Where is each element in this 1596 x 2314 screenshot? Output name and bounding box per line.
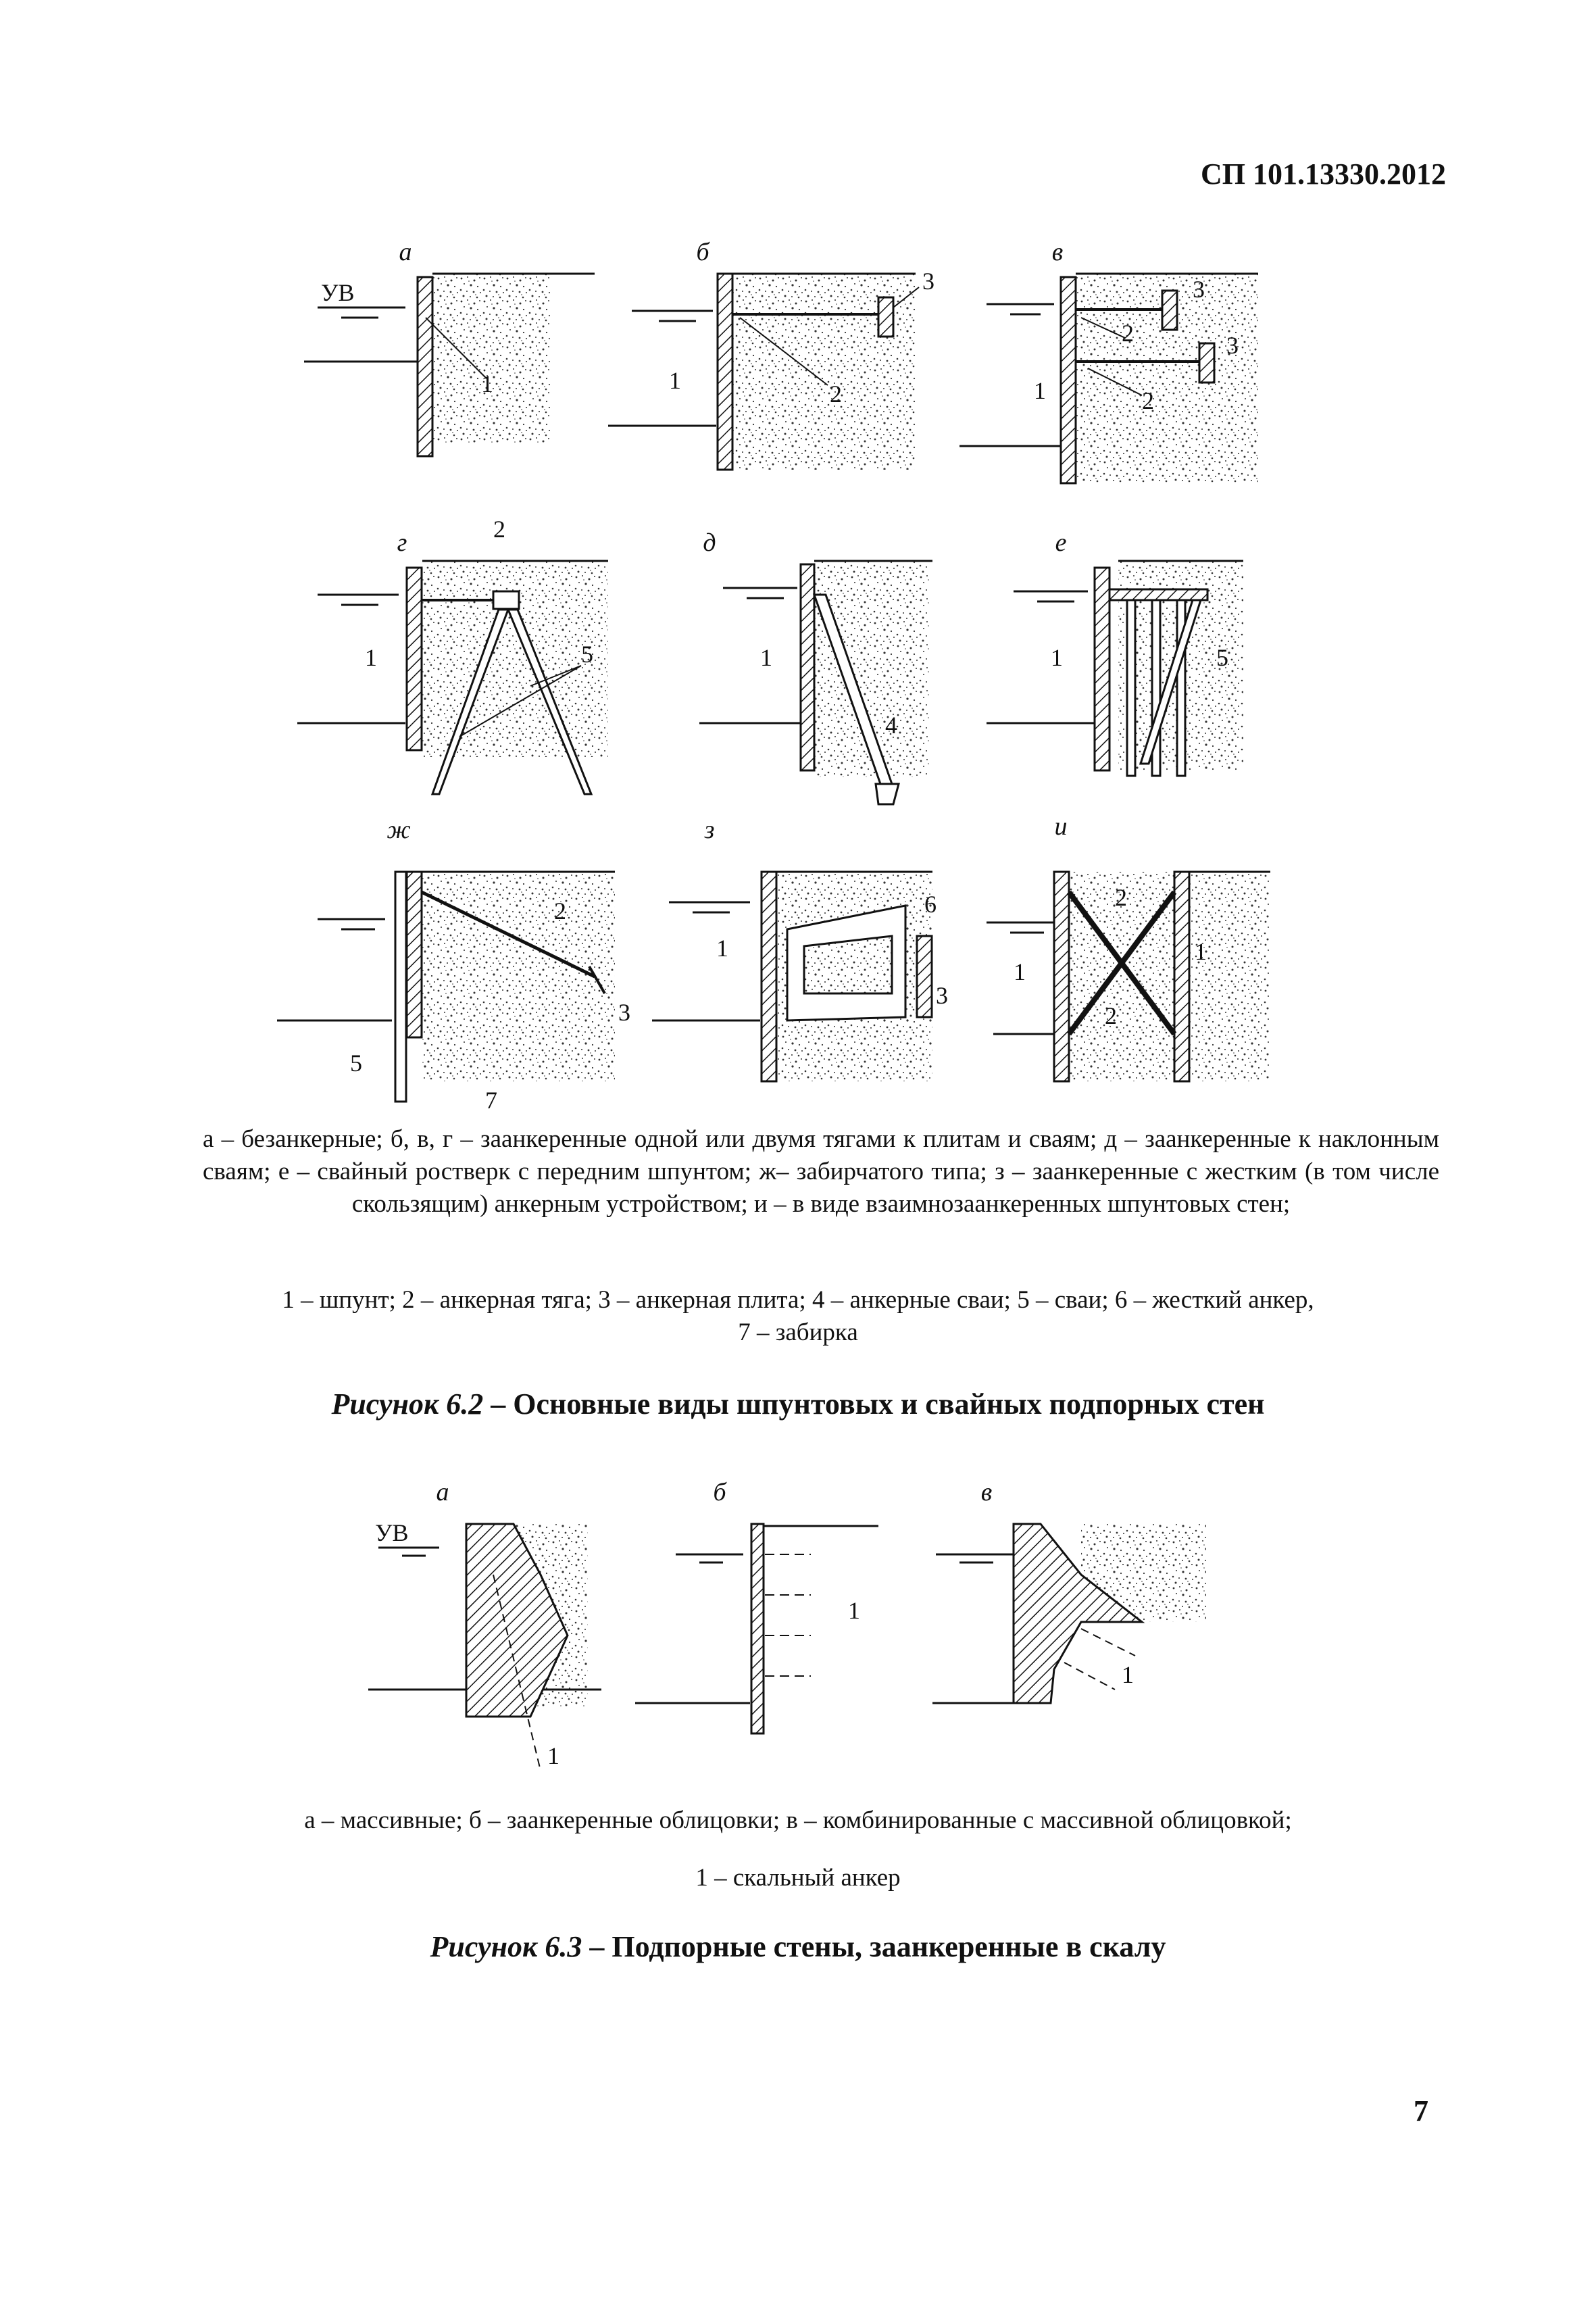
- callout-1: 1: [1034, 377, 1046, 404]
- callout-1: 1: [760, 644, 772, 671]
- figure-6-2-legend-line1: 1 – шпунт; 2 – анкерная тяга; 3 – анкерная плита; 4 – анкерные сваи; 5 – сваи; 6 – жесткий анкер,: [282, 1286, 1314, 1314]
- callout-2: 2: [493, 516, 505, 543]
- figure-6-2-description: а – безанкерные; б, в, г – заанкеренные одной или двумя тягами к плитам и сваям; д – заанкеренные к наклонным сваям; е – свайный ростверк с передним шпунтом; ж– забирчатого типа; з – заанкеренные с жестким (в том числе скользящим) анкерным устройством; и – в виде взаимнозаанкеренных шпунтовых стен;: [203, 1125, 1439, 1218]
- figure-6-3-title: [0, 1929, 1596, 1964]
- callout-5: 5: [350, 1050, 362, 1077]
- fig63-callout-1: 1: [848, 1597, 860, 1624]
- panel-d-drawing: [699, 561, 932, 804]
- panel-letter-d: д: [703, 528, 716, 557]
- figure-6-3-title-text: – Подпорные стены, заанкеренные в скалу: [582, 1930, 1166, 1963]
- panel-b-drawing: [608, 274, 919, 470]
- callout-3: 3: [936, 982, 948, 1009]
- callout-2: 2: [830, 380, 842, 408]
- callout-5: 5: [1216, 644, 1228, 671]
- water-level-label: УВ: [321, 279, 355, 306]
- fig63-panel-b-drawing: [635, 1524, 878, 1733]
- panel-i-drawing: [987, 872, 1270, 1081]
- callout-7: 7: [485, 1087, 497, 1114]
- fig63-callout-1: 1: [1122, 1661, 1134, 1688]
- callout-1: 1: [1051, 644, 1063, 671]
- panel-g-drawing: [297, 561, 608, 794]
- figure-6-2-title-text: – Основные виды шпунтовых и свайных подпорных стен: [483, 1387, 1265, 1421]
- figure-6-3-legend: 1 – скальный анкер: [695, 1864, 901, 1892]
- panel-v-drawing: [959, 274, 1258, 483]
- callout-3: 3: [1226, 332, 1239, 359]
- figure-6-2-title: [0, 1387, 1596, 1421]
- callout-2: 2: [1122, 320, 1134, 347]
- panel-letter-b: б: [696, 238, 709, 266]
- figure-6-3-number: Рисунок 6.3: [430, 1930, 582, 1963]
- callout-3: 3: [618, 999, 630, 1026]
- document-code: СП 101.13330.2012: [1201, 157, 1446, 191]
- callout-1: 1: [1195, 938, 1207, 965]
- page-number: 7: [1414, 2094, 1428, 2127]
- callout-4: 4: [885, 712, 897, 739]
- fig63-water-level-label: УВ: [375, 1519, 409, 1546]
- callout-2: 2: [1115, 884, 1127, 911]
- callout-1: 1: [716, 935, 728, 962]
- fig63-panel-a-drawing: [368, 1524, 601, 1771]
- fig63-panel-v-drawing: [932, 1524, 1206, 1703]
- panel-letter-a: а: [399, 238, 412, 266]
- fig63-panel-letter-a: а: [436, 1478, 449, 1506]
- fig63-panel-letter-v: в: [980, 1478, 993, 1506]
- callout-2: 2: [1142, 387, 1154, 414]
- panel-letter-zh: ж: [386, 816, 411, 844]
- panel-letter-g: г: [397, 528, 407, 557]
- callout-6: 6: [924, 891, 937, 918]
- panel-z-drawing: [652, 872, 932, 1081]
- figure-6-3-description: а – массивные; б – заанкеренные облицовки; в – комбинированные с массивной облицовкой;: [304, 1806, 1292, 1834]
- callout-2: 2: [554, 897, 566, 925]
- callout-1: 1: [365, 644, 377, 671]
- callout-1: 1: [1014, 958, 1026, 985]
- panel-e-drawing: [987, 561, 1243, 776]
- figure-6-2-number: Рисунок 6.2: [331, 1387, 484, 1421]
- callout-3: 3: [922, 268, 934, 295]
- callout-5: 5: [581, 641, 593, 668]
- fig63-panel-letter-b: б: [713, 1478, 726, 1506]
- panel-letter-e: е: [1055, 528, 1067, 557]
- callout-1: 1: [481, 370, 493, 397]
- callout-2: 2: [1105, 1002, 1117, 1029]
- panel-letter-z: з: [704, 816, 715, 844]
- figure-6-2-legend-line2: 7 – забирка: [738, 1319, 858, 1346]
- fig63-callout-1: 1: [547, 1742, 559, 1769]
- callout-1: 1: [669, 367, 681, 394]
- panel-letter-v: в: [1051, 238, 1064, 266]
- panel-letter-i: и: [1054, 812, 1068, 841]
- callout-3: 3: [1193, 276, 1205, 303]
